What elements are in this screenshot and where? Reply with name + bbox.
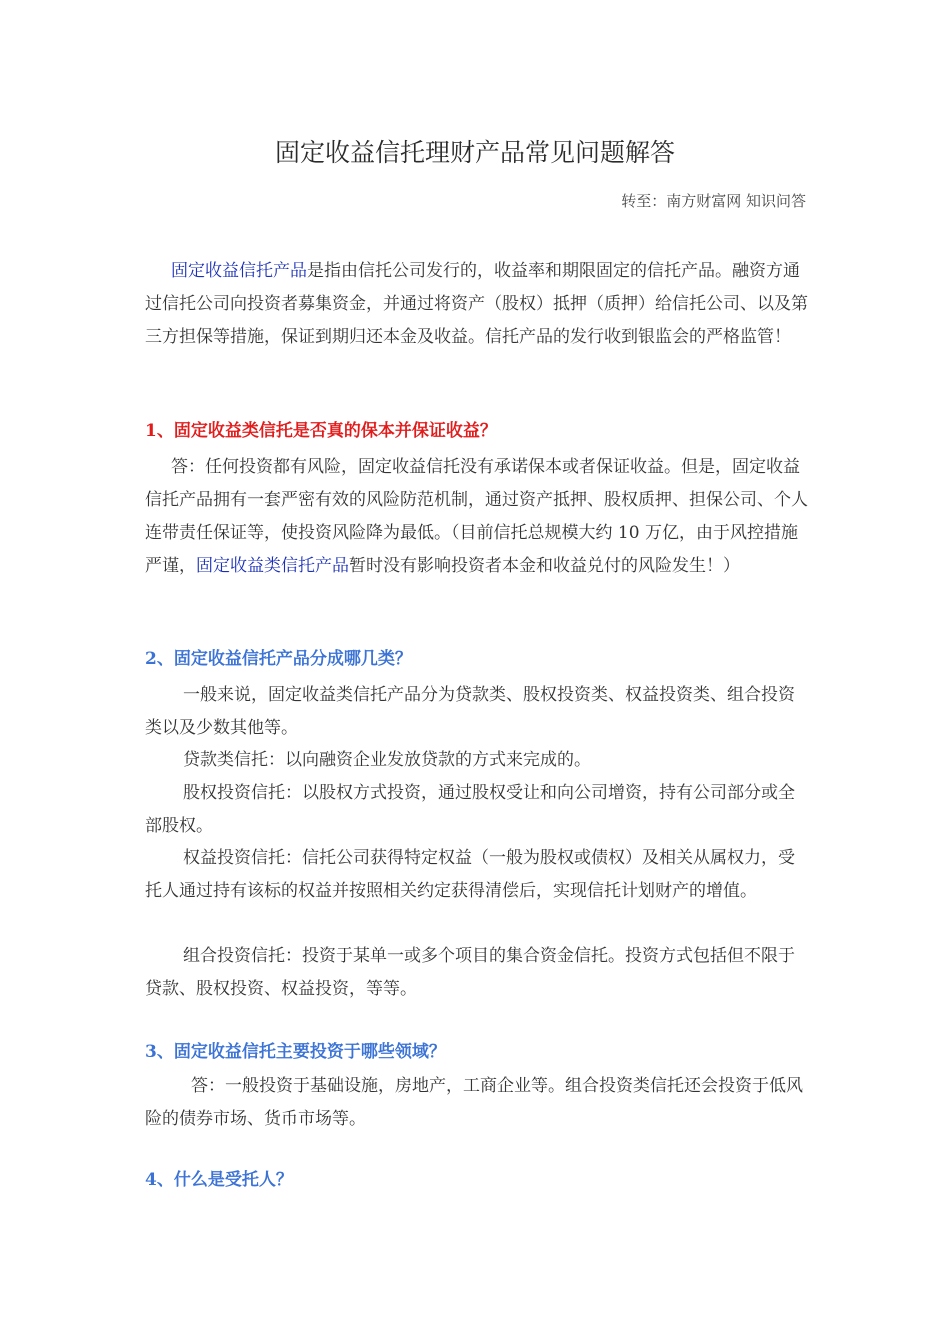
question-1: 1、固定收益类信托是否真的保本并保证收益？ xyxy=(145,421,497,441)
answer-2-paragraph-2: 贷款类信托：以向融资企业发放贷款的方式来完成的。 xyxy=(183,750,591,770)
answer-1 xyxy=(145,451,810,583)
answer-2-paragraph-3: 股权投资信托：以股权方式投资，通过股权受让和向公司增资，持有公司部分或全部股权。 xyxy=(145,783,795,836)
question-4: 4、什么是受托人？ xyxy=(145,1170,293,1190)
question-3: 3、固定收益信托主要投资于哪些领域？ xyxy=(145,1042,446,1062)
question-2: 2、固定收益信托产品分成哪几类？ xyxy=(145,649,412,669)
answer-1-text-b: 暂时没有影响投资者本金和收益兑付的风险发生！） xyxy=(349,556,740,576)
answer-1-link[interactable]: 固定收益类信托产品 xyxy=(196,556,349,576)
answer-2-paragraph-5: 组合投资信托：投资于某单一或多个项目的集合资金信托。投资方式包括但不限于贷款、股权投资、权益投资，等等。 xyxy=(145,946,795,999)
answer-3: 答：一般投资于基础设施，房地产，工商企业等。组合投资类信托还会投资于低风险的债券市场、货币市场等。 xyxy=(145,1076,803,1129)
answer-2-paragraph-4: 权益投资信托：信托公司获得特定权益（一般为股权或债权）及相关从属权力，受托人通过持有该标的权益并按照相关约定获得清偿后，实现信托计划财产的增值。 xyxy=(145,848,795,901)
intro-text: 是指由信托公司发行的，收益率和期限固定的信托产品。融资方通过信托公司向投资者募集资金，并通过将资产（股权）抵押（质押）给信托公司、以及第三方担保等措施，保证到期归还本金及收益。信托产品的发行收到银监会的严格监管！ xyxy=(145,261,808,347)
source-note: 转至：南方财富网 知识问答 xyxy=(621,192,806,210)
intro-link[interactable]: 固定收益信托产品 xyxy=(171,261,307,281)
answer-1-text-a: 答：任何投资都有风险，固定收益信托没有承诺保本或者保证收益。但是，固定收益信托产品拥有一套严密有效的风险防范机制，通过资产抵押、股权质押、担保公司、个人连带责任保证等，使投资风险降为最低。（目前信托总规模大约 10 万亿，由于风控措施严谨， xyxy=(145,457,808,576)
intro-paragraph xyxy=(145,255,810,354)
answer-2-paragraph-1: 一般来说，固定收益类信托产品分为贷款类、股权投资类、权益投资类、组合投资类以及少数其他等。 xyxy=(145,685,795,738)
page-title: 固定收益信托理财产品常见问题解答 xyxy=(274,138,675,167)
